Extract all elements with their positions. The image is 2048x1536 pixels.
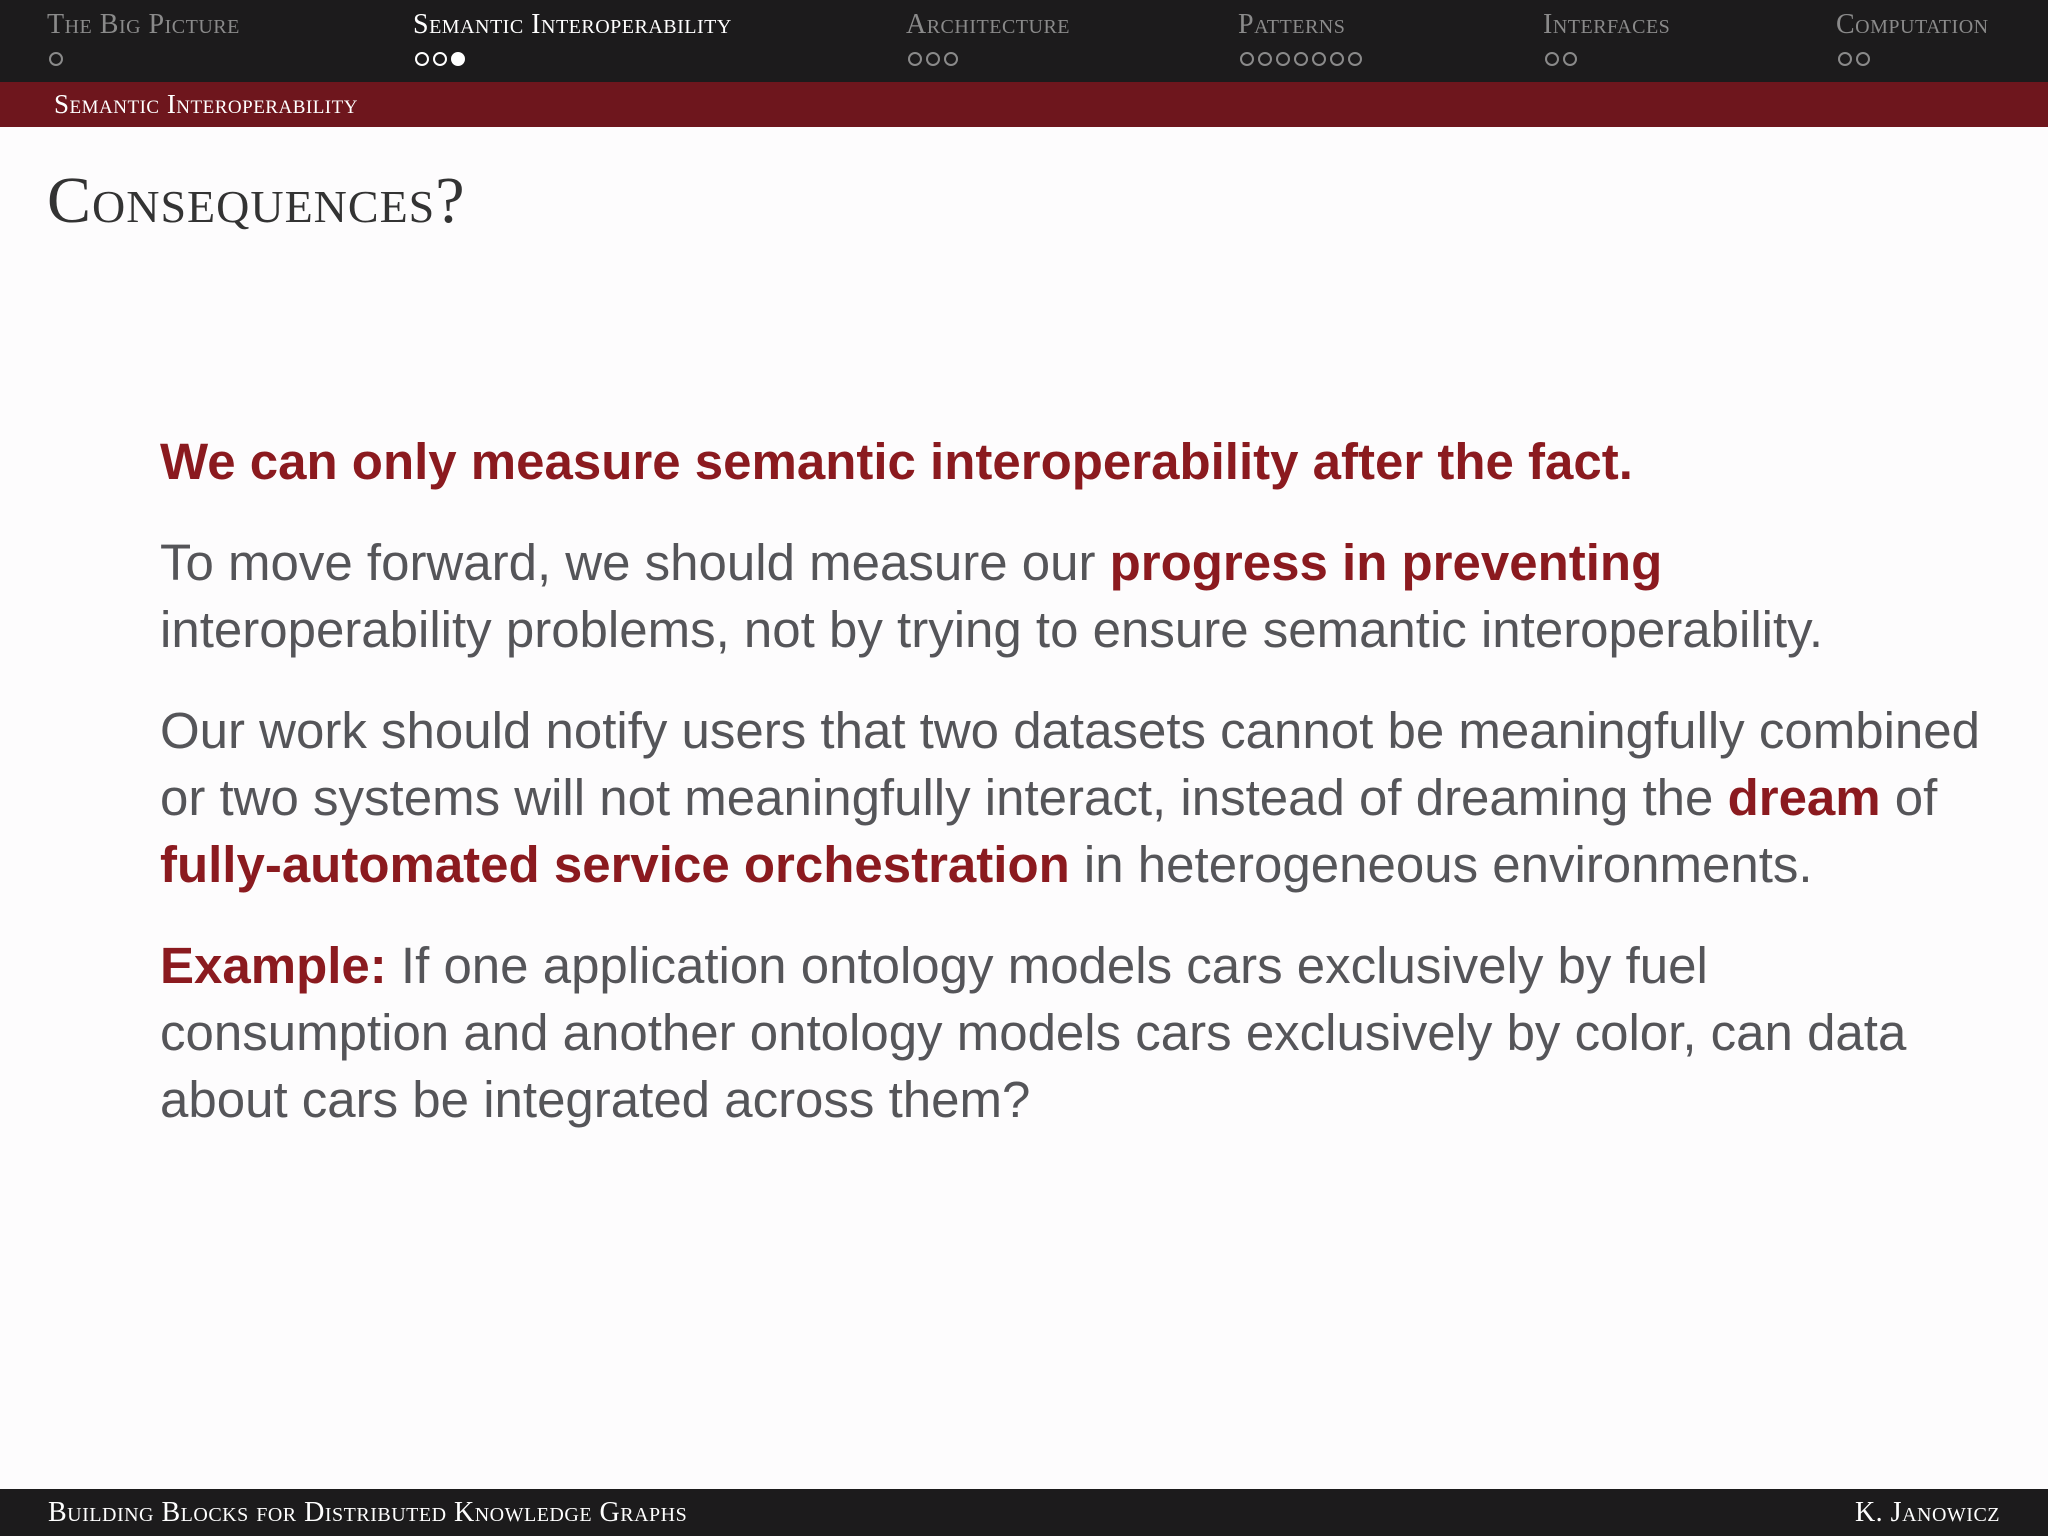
paragraph-text: If one application ontology models cars exclusively by fuel consumption and another ontology models cars exclusively by color, can data about cars be integrated across them?	[160, 937, 1907, 1128]
key-statement: We can only measure semantic interoperability after the fact.	[160, 433, 1633, 490]
nav-slide-dots	[1838, 52, 1870, 66]
slide-body	[160, 428, 2000, 1167]
slide-dot[interactable]	[1563, 52, 1577, 66]
slide-dot[interactable]	[433, 52, 447, 66]
slide-dot[interactable]	[1294, 52, 1308, 66]
paragraph-text: of	[1880, 769, 1938, 826]
section-navigation-bar	[0, 0, 2048, 82]
slide-dot[interactable]	[1312, 52, 1326, 66]
paragraph-example	[160, 932, 2000, 1133]
slide-dot[interactable]	[1240, 52, 1254, 66]
paragraph-text: To move forward, we should measure our	[160, 534, 1110, 591]
nav-section-title[interactable]: The Big Picture	[47, 9, 240, 40]
example-label: Example:	[160, 937, 387, 994]
slide-dot[interactable]	[926, 52, 940, 66]
emphasis-text: fully-automated service orchestration	[160, 836, 1070, 893]
paragraph-text: in heterogeneous environments.	[1069, 836, 1813, 893]
nav-slide-dots	[1545, 52, 1577, 66]
footer-author: K. Janowicz	[1854, 1497, 2000, 1528]
nav-slide-dots	[49, 52, 63, 66]
nav-slide-dots	[1240, 52, 1362, 66]
footer-presentation-title: Building Blocks for Distributed Knowledge Graphs	[48, 1497, 688, 1528]
paragraph-progress	[160, 529, 2000, 663]
nav-section-title[interactable]: Computation	[1836, 9, 1989, 40]
slide-dot[interactable]	[415, 52, 429, 66]
slide-dot[interactable]	[1276, 52, 1290, 66]
subsection-bar	[0, 82, 2048, 127]
paragraph-text: interoperability problems, not by trying to ensure semantic interoperability.	[160, 601, 1824, 658]
slide-dot[interactable]	[1258, 52, 1272, 66]
slide-dot-current[interactable]	[451, 52, 465, 66]
slide-dot[interactable]	[908, 52, 922, 66]
emphasis-text: progress in preventing	[1109, 534, 1663, 591]
slide-dot[interactable]	[1856, 52, 1870, 66]
nav-section-title[interactable]: Patterns	[1238, 9, 1346, 40]
slide-dot[interactable]	[1348, 52, 1362, 66]
nav-slide-dots	[415, 52, 465, 66]
slide-dot[interactable]	[944, 52, 958, 66]
nav-slide-dots	[908, 52, 958, 66]
slide-dot[interactable]	[1545, 52, 1559, 66]
paragraph-text: Our work should notify users that two datasets cannot be meaningfully combined or two systems will not meaningfully interact, instead of dreaming the	[160, 702, 1980, 826]
nav-section-title[interactable]: Architecture	[906, 9, 1070, 40]
nav-section-title[interactable]: Semantic Interoperability	[413, 9, 732, 40]
nav-section-title[interactable]: Interfaces	[1543, 9, 1671, 40]
slide-dot[interactable]	[1330, 52, 1344, 66]
frame-title: Consequences?	[47, 164, 466, 237]
slide-dot[interactable]	[49, 52, 63, 66]
emphasis-text: dream	[1727, 769, 1881, 826]
subsection-title: Semantic Interoperability	[54, 89, 358, 119]
paragraph-notify	[160, 697, 2000, 898]
footer-bar	[0, 1489, 2048, 1536]
slide-dot[interactable]	[1838, 52, 1852, 66]
